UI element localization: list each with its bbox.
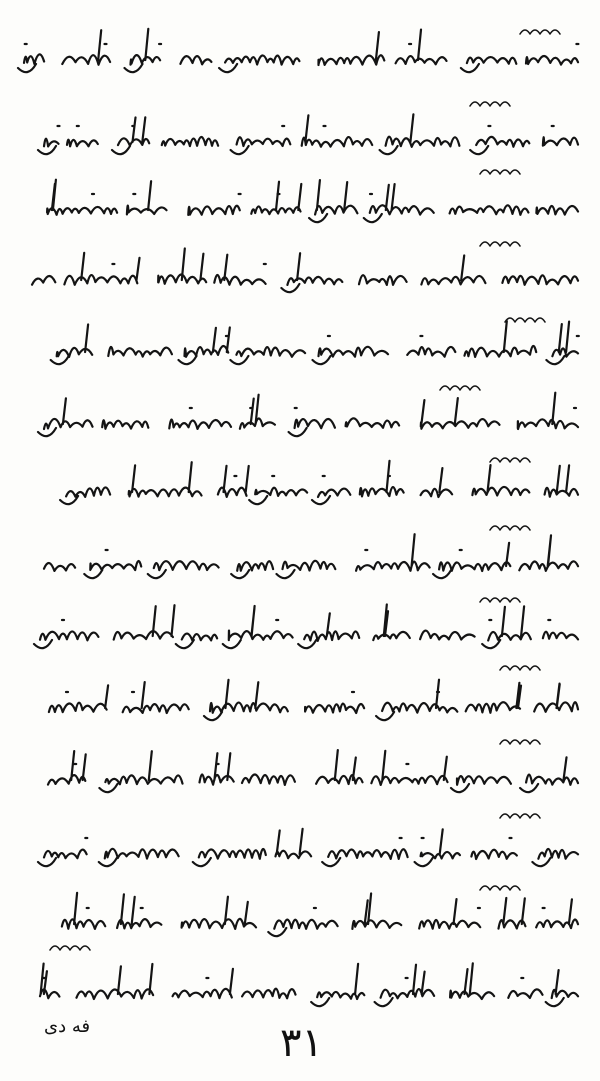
marginal-note: [505, 318, 545, 322]
marginal-note: [480, 886, 520, 890]
marginal-note: [50, 946, 90, 950]
marginal-note: [500, 666, 540, 670]
marginal-note: [440, 386, 480, 390]
marginal-note: [470, 102, 510, 106]
marginal-note: [500, 740, 540, 744]
page-number: ٣١: [280, 1020, 323, 1066]
marginal-note: [480, 598, 520, 602]
catchword: ﻓﻪ ﺩﻯ: [44, 1016, 91, 1037]
marginal-note: [480, 170, 520, 174]
marginal-note: [480, 242, 520, 246]
marginal-note: [490, 526, 530, 530]
marginal-note: [500, 814, 540, 818]
marginal-note: [490, 458, 530, 462]
